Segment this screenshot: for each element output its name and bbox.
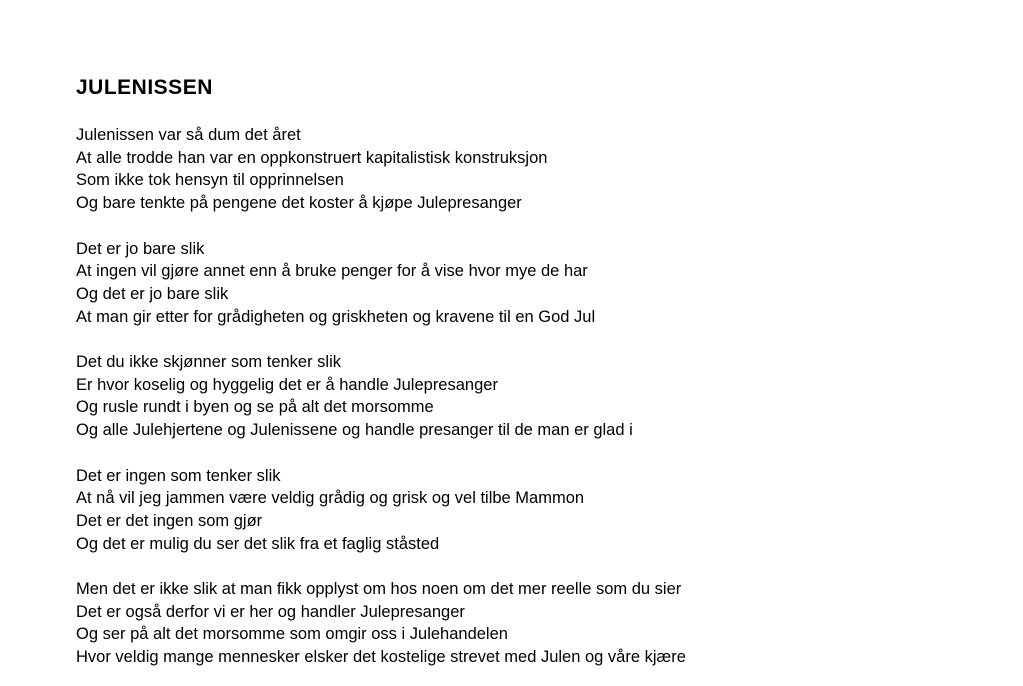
poem-line: At man gir etter for grådigheten og griskheten og kravene til en God Jul (76, 307, 596, 326)
stanza-4 (76, 465, 983, 556)
stanza-5 (76, 578, 983, 669)
poem-line: Det er også derfor vi er her og handler Julepresanger (76, 602, 465, 621)
poem-line: Hvor veldig mange mennesker elsker det kostelige strevet med Julen og våre kjære (76, 648, 686, 667)
stanza-1 (76, 124, 983, 215)
poem-line: Men det er ikke slik at man fikk opplyst om hos noen om det mer reelle som du sier (76, 580, 682, 598)
poem-line: Julenissen var så dum det året (76, 126, 301, 144)
poem-line: At ingen vil gjøre annet enn å bruke penger for å vise hvor mye de har (76, 262, 588, 281)
poem-line: Og ser på alt det morsomme som omgir oss i Julehandelen (76, 625, 508, 644)
page-title: JULENISSEN (76, 76, 213, 99)
poem-line: Og alle Julehjertene og Julenissene og handle presanger til de man er glad i (76, 421, 633, 440)
poem-line: Er hvor koselig og hyggelig det er å handle Julepresanger (76, 375, 498, 394)
stanza-2 (76, 238, 983, 329)
poem-line: Det du ikke skjønner som tenker slik (76, 353, 342, 371)
poem-line: Og bare tenkte på pengene det koster å kjøpe Julepresanger (76, 194, 522, 213)
document-content (76, 76, 983, 669)
stanza-3 (76, 351, 983, 442)
poem-line: At alle trodde han var en oppkonstruert kapitalistisk konstruksjon (76, 148, 548, 167)
poem-line: Det er det ingen som gjør (76, 511, 263, 530)
poem-line: Og rusle rundt i byen og se på alt det morsomme (76, 398, 434, 417)
poem-line: Det er ingen som tenker slik (76, 466, 281, 485)
poem-line: At nå vil jeg jammen være veldig grådig og grisk og vel tilbe Mammon (76, 489, 585, 508)
poem-line: Og det er jo bare slik (76, 284, 229, 303)
poem-line: Som ikke tok hensyn til opprinnelsen (76, 171, 344, 190)
poem-line: Og det er mulig du ser det slik fra et faglig ståsted (76, 534, 440, 553)
poem-line: Det er jo bare slik (76, 239, 205, 258)
